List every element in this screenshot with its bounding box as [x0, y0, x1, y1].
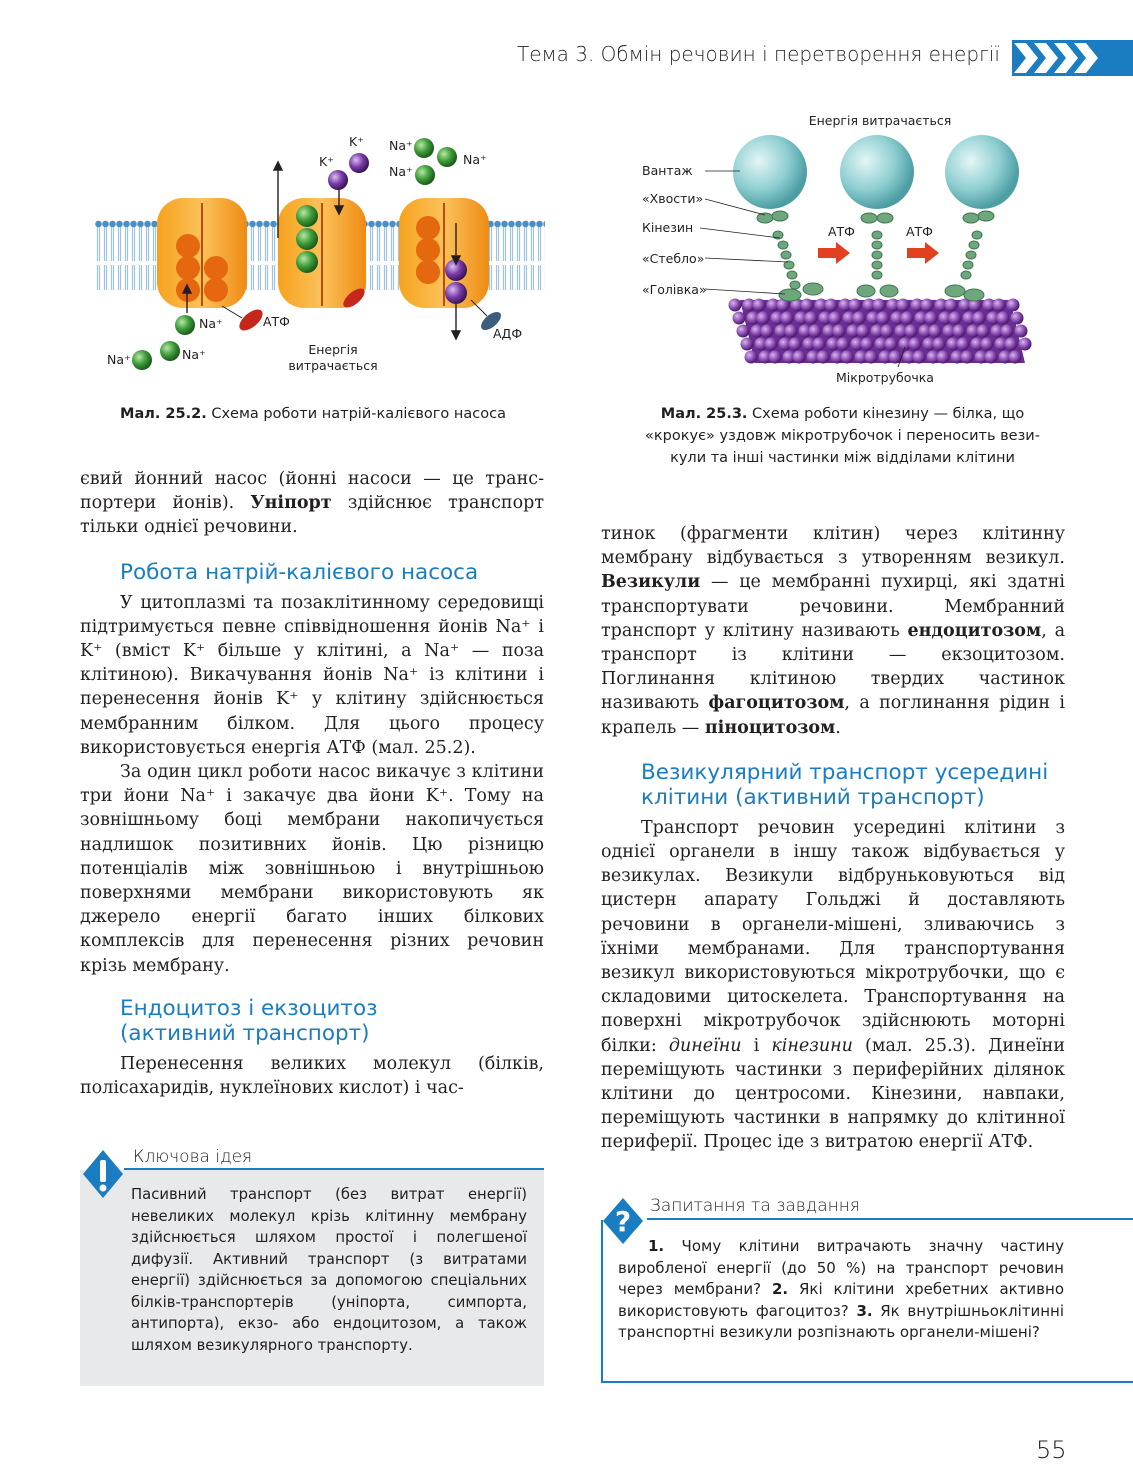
- label-na-top1: Na⁺: [389, 138, 413, 153]
- atp-arrow-1: [818, 242, 850, 264]
- label-energy-1: Енергія: [308, 342, 358, 357]
- microtubule-subunit: [929, 325, 942, 338]
- caption-line-2: «крокує» уздовж мікротрубочок і переносить вези-: [645, 428, 1040, 444]
- section-heading: Везикулярний транспорт усередині клітини (активний транспорт): [641, 759, 1049, 810]
- microtubule-subunit: [789, 338, 802, 351]
- microtubule-subunit: [949, 312, 962, 325]
- label-adp: АДФ: [493, 326, 523, 341]
- microtubule-subunit: [1009, 351, 1022, 364]
- microtubule-subunit: [873, 299, 886, 312]
- microtubule-subunit: [737, 325, 750, 338]
- microtubule-subunit: [769, 351, 782, 364]
- kinesin-diagram: [600, 105, 1040, 395]
- pump-3: [399, 198, 489, 308]
- microtubule-subunit: [953, 325, 966, 338]
- key-idea-text: Пасивний транспорт (без витрат енергії) невеликих молекул крізь клітинну мембрану здійснюється шляхом простої і полегшеної дифузії. Активний транспорт (з витратами енергії) здійснюється за допомогою спеціальних білків-транспортерів (уніпорта, симпорта, антипорта), екзо- або ендоцитозом, а також шляхом везикулярного транспорту.: [131, 1186, 527, 1354]
- microtubule-subunit: [1001, 325, 1014, 338]
- label-na-bot1: Na⁺: [199, 316, 223, 331]
- microtubule-subunit: [793, 351, 806, 364]
- figure-25-2-caption: [80, 403, 546, 425]
- page-number: 55: [1036, 1436, 1067, 1464]
- label-na-top2: Na⁺: [463, 152, 487, 167]
- section-heading: Робота натрій-калієвого насоса: [120, 559, 479, 585]
- label-na-top3: Na⁺: [389, 164, 413, 179]
- microtubule: [729, 299, 1032, 364]
- label-energy-2: витрачається: [288, 358, 378, 373]
- label-na-bot2: Na⁺: [182, 347, 206, 362]
- label-cargo: Вантаж: [642, 163, 693, 178]
- paragraph: За один цикл роботи насос викачує з клітини три йони Na⁺ і закачує два йони K⁺. Тому на зовнішньому боці мембрани накопичується надлишок позитивних йонів. Цю різницю потенціалів між зовнішньою і внутрішньою поверхнями мембрани використовують як джерело енергії багато інших білкових комплексів для перенесення різних речовин крізь мембрану.: [80, 762, 544, 976]
- microtubule-subunit: [733, 312, 746, 325]
- paragraph: тинок (фрагменти клітин) через клітинну мембрану відбувається з утворенням везикул. Везикули — це мембранні пухирці, які здатні транспортувати речовини. Мембранний транспорт у клітину називають ендоцитозом, а транспорт із клітини — екзоцитозом. Поглинання клітиною твердих частинок називають фагоцитозом, а поглинання рідин і крапель — піноцитозом.: [601, 524, 1066, 738]
- microtubule-subunit: [785, 325, 798, 338]
- microtubule-subunit: [765, 338, 778, 351]
- microtubule-subunit: [825, 299, 838, 312]
- atp-arrow-2: [907, 242, 939, 264]
- microtubule-subunit: [1005, 338, 1018, 351]
- caption-number: Мал. 25.3.: [660, 406, 748, 422]
- microtubule-subunit: [897, 299, 910, 312]
- microtubule-subunit: [1011, 312, 1024, 325]
- microtubule-subunit: [977, 325, 990, 338]
- microtubule-subunit: [1007, 299, 1020, 312]
- microtubule-subunit: [881, 325, 894, 338]
- microtubule-subunit: [817, 351, 830, 364]
- microtubule-subunit: [801, 299, 814, 312]
- microtubule-subunit: [861, 338, 874, 351]
- microtubule-subunit: [741, 338, 754, 351]
- microtubule-subunit: [809, 325, 822, 338]
- label-kinesin: Кінезин: [642, 220, 694, 235]
- left-column: [80, 467, 544, 1100]
- microtubule-subunit: [1019, 338, 1032, 351]
- microtubule-subunit: [877, 312, 890, 325]
- microtubule-subunit: [841, 351, 854, 364]
- label-k-left: K⁺: [319, 154, 334, 169]
- microtubule-subunit: [909, 338, 922, 351]
- microtubule-subunit: [973, 312, 986, 325]
- microtubule-subunit: [933, 338, 946, 351]
- microtubule-subunit: [753, 299, 766, 312]
- microtubule-subunit: [729, 299, 742, 312]
- kinesin-energy-label: Енергія витрачається: [808, 113, 952, 128]
- microtubule-subunit: [981, 338, 994, 351]
- figure-25-3-caption: [600, 403, 1085, 469]
- microtubule-subunit: [961, 351, 974, 364]
- label-stalk: «Стебло»: [642, 251, 705, 266]
- key-idea-rule: [124, 1168, 544, 1170]
- microtubule-subunit: [905, 325, 918, 338]
- paragraph: євий йонний насос (йонні насоси — це транс-портери йонів). Уніпорт здійснює транспорт тільки однієї речовини.: [80, 469, 545, 538]
- paragraph: Перенесення великих молекул (білків, полісахаридів, нуклеїнових кислот) і час-: [80, 1053, 544, 1099]
- microtubule-subunit: [937, 351, 950, 364]
- microtubule-subunit: [945, 299, 958, 312]
- label-tails: «Хвости»: [642, 191, 704, 206]
- label-atp-1: АТФ: [828, 224, 855, 239]
- label-atp: АТФ: [263, 314, 290, 329]
- svg-text:?: ?: [614, 1205, 632, 1238]
- microtubule-subunit: [781, 312, 794, 325]
- sodium-potassium-pump-diagram: [95, 128, 545, 380]
- label-heads: «Голівка»: [642, 282, 707, 297]
- label-atp-2: АТФ: [906, 224, 933, 239]
- microtubule-subunit: [925, 312, 938, 325]
- paragraph: У цитоплазмі та позаклітинному середовищі підтримується певне співвідношення йонів Na⁺ і K⁺ (вміст K⁺ більше у клітині, а Na⁺ — поза клітиною). Викачування йонів Na⁺ із клітини і перенесення йонів K⁺ у клітину здійснюється мембранним білком. Для цього процесу використовується енергія АТФ (мал. 25.2).: [80, 592, 544, 758]
- microtubule-subunit: [901, 312, 914, 325]
- paragraph: Транспорт речовин усередині клітини з однієї органели в іншу також відбувається у везикулах. Везикули відбруньковуються від цистерн апарату Гольджі й доставляють речовини в органели-мішені, зливаючись з їхніми мембранами. Для транспортування везикул використовуються мікротрубочки, що є складовими цитоскелета. Транспортування на поверхні мікротрубочок здійснюють моторні білки: динеїни і кінезини (мал. 25.3). Динеїни переміщують частинки з периферійних ділянок клітини до центросоми. Кінезини, навпаки, переміщують частинки в напрямку до клітинної периферії. Процес іде з витратою енергії АТФ.: [601, 817, 1066, 1153]
- questions-title: Запитання та завдання: [650, 1196, 860, 1216]
- section-heading: Ендоцитоз і екзоцитоз (активний транспорт): [120, 995, 378, 1046]
- microtubule-subunit: [837, 338, 850, 351]
- microtubule-subunit: [885, 338, 898, 351]
- microtubule-subunit: [993, 299, 1006, 312]
- microtubule-subunit: [857, 325, 870, 338]
- microtubule-subunit: [833, 325, 846, 338]
- microtubule-subunit: [805, 312, 818, 325]
- microtubule-subunit: [997, 312, 1010, 325]
- microtubule-subunit: [865, 351, 878, 364]
- microtubule-subunit: [761, 325, 774, 338]
- microtubule-subunit: [849, 299, 862, 312]
- microtubule-subunit: [757, 312, 770, 325]
- right-column: [601, 522, 1065, 1155]
- microtubule-subunit: [813, 338, 826, 351]
- caption-line-1: Схема роботи кінезину — білка, що: [747, 406, 1025, 422]
- key-idea-title: Ключова ідея: [133, 1147, 253, 1167]
- caption-number: Мал. 25.2.: [120, 406, 207, 422]
- microtubule-subunit: [985, 351, 998, 364]
- exclamation-icon: [81, 1148, 125, 1200]
- caption-text: Схема роботи натрій-калієвого насоса: [206, 406, 506, 422]
- label-na-bot3: Na⁺: [107, 352, 131, 367]
- microtubule-subunit: [913, 351, 926, 364]
- header-chevrons-icon: [1012, 40, 1133, 76]
- microtubule-subunit: [853, 312, 866, 325]
- microtubule-subunit: [829, 312, 842, 325]
- microtubule-subunit: [1015, 325, 1028, 338]
- caption-line-3: кули та інші частинки між відділами клітини: [670, 450, 1015, 466]
- label-microtubule: Мікротрубочка: [836, 370, 934, 385]
- pump-1: [157, 198, 247, 308]
- questions-text: 1. Чому клітини витрачають значну частину виробленої енергії (до 50 %) на транспорт речовин через мембрани? 2. Які клітини хребетних активно використовують фагоцитоз? 3. Як внутрішньоклітинні транспортні везикули розпізнають органели-мішені?: [618, 1237, 1065, 1341]
- running-header: Тема 3. Обмін речовин і перетворення енергії: [517, 42, 1000, 66]
- microtubule-subunit: [745, 351, 758, 364]
- microtubule-subunit: [957, 338, 970, 351]
- microtubule-subunit: [921, 299, 934, 312]
- label-k-top: K⁺: [349, 134, 364, 149]
